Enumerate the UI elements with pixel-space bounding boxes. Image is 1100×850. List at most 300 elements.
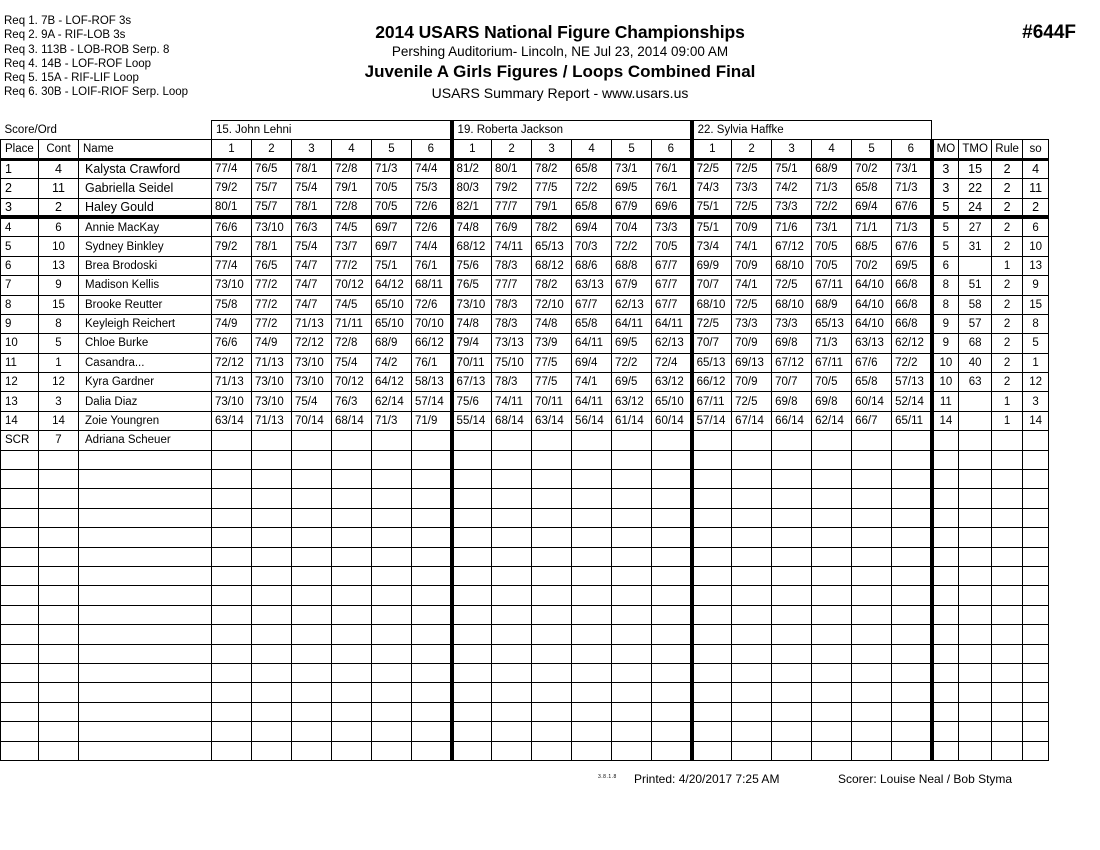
- row-score-j1-f6: 71/9: [412, 411, 452, 430]
- blank-cell: [812, 702, 852, 721]
- row-score-j3-f5: 70/2: [852, 159, 892, 178]
- blank-cell: [292, 508, 332, 527]
- row-place: 5: [1, 237, 39, 256]
- blank-cell: [1, 605, 39, 624]
- row-mo: 6: [932, 256, 959, 275]
- row-skater-name: Annie MacKay: [79, 217, 212, 236]
- blank-cell: [332, 586, 372, 605]
- row-score-j1-f2: 77/2: [252, 295, 292, 314]
- column-header-figure-1-1: 1: [212, 140, 252, 159]
- blank-cell: [652, 566, 692, 585]
- column-header-cont: Cont: [39, 140, 79, 159]
- row-score-j3-f6: 66/8: [892, 276, 932, 295]
- table-row[interactable]: [1, 411, 1049, 430]
- row-score-j1-f5: 69/7: [372, 237, 412, 256]
- blank-cell: [532, 508, 572, 527]
- row-score-j1-f6: 74/4: [412, 159, 452, 178]
- row-score-j1-f5: 75/1: [372, 256, 412, 275]
- blank-cell: [772, 722, 812, 741]
- column-header-name: Name: [79, 140, 212, 159]
- blank-cell: [812, 566, 852, 585]
- row-place: 8: [1, 295, 39, 314]
- blank-cell: [372, 605, 412, 624]
- blank-cell: [1023, 683, 1049, 702]
- blank-cell: [932, 663, 959, 682]
- judge-band-row: [1, 121, 1049, 140]
- blank-cell: [79, 508, 212, 527]
- blank-cell: [252, 683, 292, 702]
- row-score-j2-f4: 67/7: [572, 295, 612, 314]
- blank-cell: [812, 450, 852, 469]
- blank-cell: [1, 566, 39, 585]
- table-row-blank[interactable]: [1, 702, 1049, 721]
- blank-cell: [79, 528, 212, 547]
- row-score-j3-f6: 67/6: [892, 198, 932, 217]
- row-score-j1-f3: 76/3: [292, 217, 332, 236]
- blank-cell: [932, 702, 959, 721]
- blank-cell: [812, 722, 852, 741]
- blank-cell: [932, 489, 959, 508]
- blank-cell: [772, 489, 812, 508]
- row-score-j3-f1: 70/7: [692, 276, 732, 295]
- table-row-blank[interactable]: [1, 586, 1049, 605]
- row-score-j2-f5: 72/2: [612, 353, 652, 372]
- row-score-j1-f5: 74/2: [372, 353, 412, 372]
- row-score-j2-f3: 70/11: [532, 392, 572, 411]
- blank-cell: [612, 644, 652, 663]
- blank-cell: [852, 625, 892, 644]
- row-score-j1-f3: [292, 431, 332, 450]
- column-header-figure-2-1: 1: [452, 140, 492, 159]
- blank-cell: [372, 508, 412, 527]
- row-score-j3-f5: 65/8: [852, 179, 892, 198]
- row-score-j2-f5: [612, 431, 652, 450]
- row-contestant-number: 4: [39, 159, 79, 178]
- blank-cell: [39, 547, 79, 566]
- row-score-j3-f4: 62/14: [812, 411, 852, 430]
- table-row-blank[interactable]: [1, 683, 1049, 702]
- blank-cell: [692, 702, 732, 721]
- table-row-blank[interactable]: [1, 741, 1049, 760]
- blank-cell: [652, 741, 692, 760]
- row-score-j3-f1: 72/5: [692, 159, 732, 178]
- row-score-j1-f4: 76/3: [332, 392, 372, 411]
- row-score-j3-f2: 74/1: [732, 276, 772, 295]
- row-score-j1-f1: 75/8: [212, 295, 252, 314]
- row-score-j1-f3: 78/1: [292, 159, 332, 178]
- blank-cell: [79, 586, 212, 605]
- row-score-j1-f5: 68/9: [372, 334, 412, 353]
- row-score-j1-f2: 75/7: [252, 198, 292, 217]
- blank-cell: [572, 625, 612, 644]
- judge-header-3: 22. Sylvia Haffke: [692, 121, 932, 140]
- blank-cell: [732, 586, 772, 605]
- blank-cell: [1, 625, 39, 644]
- row-score-j1-f6: 57/14: [412, 392, 452, 411]
- row-score-j2-f4: 72/2: [572, 179, 612, 198]
- row-score-j1-f3: 72/12: [292, 334, 332, 353]
- blank-cell: [332, 450, 372, 469]
- row-score-j1-f4: 71/11: [332, 314, 372, 333]
- requirement-item: Req 6. 30B - LOIF-RIOF Serp. Loop: [4, 86, 189, 99]
- column-header-figure-3-2: 2: [732, 140, 772, 159]
- row-score-j1-f2: 78/1: [252, 237, 292, 256]
- row-so: 5: [1023, 334, 1049, 353]
- row-score-j3-f4: 70/5: [812, 237, 852, 256]
- blank-cell: [992, 722, 1023, 741]
- row-score-j3-f6: 62/12: [892, 334, 932, 353]
- blank-cell: [252, 722, 292, 741]
- blank-cell: [812, 547, 852, 566]
- column-header-figure-3-5: 5: [852, 140, 892, 159]
- blank-cell: [612, 566, 652, 585]
- table-row-blank[interactable]: [1, 489, 1049, 508]
- blank-cell: [692, 470, 732, 489]
- blank-cell: [532, 566, 572, 585]
- row-score-j2-f6: 62/13: [652, 334, 692, 353]
- row-score-j1-f4: 70/12: [332, 373, 372, 392]
- blank-cell: [412, 450, 452, 469]
- row-score-j3-f1: 70/7: [692, 334, 732, 353]
- column-header-figure-2-4: 4: [572, 140, 612, 159]
- row-score-j2-f1: 75/6: [452, 392, 492, 411]
- row-score-j2-f2: 78/3: [492, 373, 532, 392]
- row-score-j2-f5: 64/11: [612, 314, 652, 333]
- table-row[interactable]: [1, 392, 1049, 411]
- column-header-row: [1, 140, 1049, 159]
- blank-cell: [79, 741, 212, 760]
- table-row-blank[interactable]: [1, 644, 1049, 663]
- blank-cell: [652, 702, 692, 721]
- row-score-j2-f3: [532, 431, 572, 450]
- blank-cell: [212, 644, 252, 663]
- table-row[interactable]: [1, 256, 1049, 275]
- row-tmo: [959, 392, 992, 411]
- column-header-so: so: [1023, 140, 1049, 159]
- blank-cell: [612, 528, 652, 547]
- blank-cell: [892, 702, 932, 721]
- blank-cell: [1, 508, 39, 527]
- blank-cell: [492, 605, 532, 624]
- blank-cell: [412, 683, 452, 702]
- row-score-j2-f2: 77/7: [492, 198, 532, 217]
- blank-cell: [1023, 547, 1049, 566]
- blank-cell: [212, 489, 252, 508]
- table-row-blank[interactable]: [1, 722, 1049, 741]
- row-score-j3-f4: 68/9: [812, 159, 852, 178]
- blank-cell: [652, 508, 692, 527]
- blank-cell: [412, 741, 452, 760]
- row-score-j2-f5: 61/14: [612, 411, 652, 430]
- row-score-j3-f2: 70/9: [732, 217, 772, 236]
- blank-cell: [492, 470, 532, 489]
- blank-cell: [412, 644, 452, 663]
- blank-cell: [1023, 663, 1049, 682]
- table-row[interactable]: [1, 314, 1049, 333]
- row-rule: 2: [992, 373, 1023, 392]
- row-score-j1-f5: [372, 431, 412, 450]
- table-row-blank[interactable]: [1, 508, 1049, 527]
- row-score-j3-f6: 67/6: [892, 237, 932, 256]
- blank-cell: [452, 702, 492, 721]
- blank-cell: [612, 586, 652, 605]
- blank-cell: [992, 450, 1023, 469]
- blank-cell: [772, 663, 812, 682]
- row-place: 7: [1, 276, 39, 295]
- row-tmo: 68: [959, 334, 992, 353]
- column-header-figure-2-3: 3: [532, 140, 572, 159]
- blank-cell: [212, 702, 252, 721]
- blank-cell: [772, 547, 812, 566]
- table-row-blank[interactable]: [1, 625, 1049, 644]
- column-header-figure-3-3: 3: [772, 140, 812, 159]
- blank-cell: [492, 702, 532, 721]
- blank-cell: [892, 605, 932, 624]
- row-score-j3-f6: 66/8: [892, 314, 932, 333]
- blank-cell: [852, 470, 892, 489]
- row-skater-name: Chloe Burke: [79, 334, 212, 353]
- table-row-blank[interactable]: [1, 547, 1049, 566]
- row-score-j2-f5: 67/9: [612, 276, 652, 295]
- row-so: [1023, 431, 1049, 450]
- blank-cell: [212, 450, 252, 469]
- row-mo: 5: [932, 237, 959, 256]
- blank-cell: [612, 683, 652, 702]
- row-score-j1-f1: 76/6: [212, 217, 252, 236]
- row-score-j2-f4: 68/6: [572, 256, 612, 275]
- row-score-j3-f3: 69/8: [772, 334, 812, 353]
- row-score-j3-f2: 67/14: [732, 411, 772, 430]
- table-row-blank[interactable]: [1, 450, 1049, 469]
- blank-cell: [252, 508, 292, 527]
- row-score-j2-f6: 63/12: [652, 373, 692, 392]
- table-row[interactable]: [1, 431, 1049, 450]
- blank-cell: [852, 702, 892, 721]
- blank-cell: [1023, 489, 1049, 508]
- blank-cell: [252, 702, 292, 721]
- row-skater-name: Madison Kellis: [79, 276, 212, 295]
- row-score-j1-f3: 70/14: [292, 411, 332, 430]
- row-score-j3-f6: 65/11: [892, 411, 932, 430]
- row-score-j2-f3: 74/8: [532, 314, 572, 333]
- row-place: SCR: [1, 431, 39, 450]
- row-score-j1-f1: 73/10: [212, 276, 252, 295]
- row-score-j3-f2: 74/1: [732, 237, 772, 256]
- row-score-j1-f2: 77/2: [252, 276, 292, 295]
- row-place: 3: [1, 198, 39, 217]
- row-tmo: 51: [959, 276, 992, 295]
- blank-cell: [332, 470, 372, 489]
- row-score-j3-f6: 72/2: [892, 353, 932, 372]
- event-title: Juvenile A Girls Figures / Loops Combined Final: [364, 62, 756, 81]
- blank-cell: [892, 528, 932, 547]
- table-row[interactable]: [1, 373, 1049, 392]
- blank-cell: [932, 683, 959, 702]
- table-row[interactable]: [1, 334, 1049, 353]
- row-score-j3-f1: 73/4: [692, 237, 732, 256]
- blank-cell: [532, 702, 572, 721]
- blank-cell: [932, 450, 959, 469]
- blank-cell: [452, 586, 492, 605]
- blank-cell: [732, 625, 772, 644]
- blank-cell: [372, 586, 412, 605]
- row-score-j1-f2: 77/2: [252, 314, 292, 333]
- blank-cell: [452, 722, 492, 741]
- row-score-j2-f6: 69/6: [652, 198, 692, 217]
- blank-cell: [732, 528, 772, 547]
- row-score-j2-f4: 63/13: [572, 276, 612, 295]
- blank-cell: [212, 625, 252, 644]
- blank-cell: [612, 741, 652, 760]
- row-so: 11: [1023, 179, 1049, 198]
- blank-cell: [732, 663, 772, 682]
- blank-cell: [812, 644, 852, 663]
- blank-cell: [412, 722, 452, 741]
- row-tmo: [959, 431, 992, 450]
- row-score-j3-f4: 70/5: [812, 373, 852, 392]
- row-score-j3-f6: 71/3: [892, 179, 932, 198]
- table-row[interactable]: [1, 179, 1049, 198]
- column-header-figure-2-5: 5: [612, 140, 652, 159]
- blank-cell: [492, 722, 532, 741]
- blank-cell: [532, 489, 572, 508]
- row-score-j2-f2: 76/9: [492, 217, 532, 236]
- row-score-j2-f6: 76/1: [652, 159, 692, 178]
- blank-cell: [992, 644, 1023, 663]
- table-row[interactable]: [1, 276, 1049, 295]
- row-score-j2-f6: 67/7: [652, 256, 692, 275]
- blank-cell: [372, 702, 412, 721]
- row-score-j2-f1: 68/12: [452, 237, 492, 256]
- table-row[interactable]: [1, 159, 1049, 178]
- row-mo: 10: [932, 373, 959, 392]
- blank-cell: [892, 625, 932, 644]
- row-score-j2-f3: 78/2: [532, 217, 572, 236]
- row-score-j2-f3: 79/1: [532, 198, 572, 217]
- row-score-j1-f5: 70/5: [372, 179, 412, 198]
- row-score-j1-f6: 66/12: [412, 334, 452, 353]
- blank-cell: [812, 508, 852, 527]
- blank-cell: [79, 605, 212, 624]
- row-tmo: 40: [959, 353, 992, 372]
- row-score-j3-f3: 67/12: [772, 353, 812, 372]
- row-rule: 2: [992, 237, 1023, 256]
- blank-cell: [959, 586, 992, 605]
- row-score-j2-f5: 68/8: [612, 256, 652, 275]
- table-row-blank[interactable]: [1, 663, 1049, 682]
- table-row-blank[interactable]: [1, 605, 1049, 624]
- blank-cell: [692, 586, 732, 605]
- blank-cell: [612, 450, 652, 469]
- row-so: 14: [1023, 411, 1049, 430]
- table-row[interactable]: [1, 237, 1049, 256]
- row-mo: 5: [932, 217, 959, 236]
- row-score-j1-f5: 71/3: [372, 411, 412, 430]
- blank-cell: [992, 683, 1023, 702]
- blank-cell: [652, 489, 692, 508]
- row-score-j2-f3: 77/5: [532, 373, 572, 392]
- blank-cell: [959, 663, 992, 682]
- table-row-blank[interactable]: [1, 470, 1049, 489]
- table-row-blank[interactable]: [1, 566, 1049, 585]
- blank-cell: [932, 741, 959, 760]
- blank-cell: [1, 547, 39, 566]
- blank-cell: [992, 547, 1023, 566]
- table-row-blank[interactable]: [1, 528, 1049, 547]
- blank-cell: [772, 470, 812, 489]
- row-skater-name: Sydney Binkley: [79, 237, 212, 256]
- row-score-j2-f6: 76/1: [652, 179, 692, 198]
- column-header-figure-1-6: 6: [412, 140, 452, 159]
- row-contestant-number: 3: [39, 392, 79, 411]
- blank-cell: [412, 470, 452, 489]
- column-header-figure-1-3: 3: [292, 140, 332, 159]
- blank-cell: [212, 663, 252, 682]
- table-row[interactable]: [1, 295, 1049, 314]
- row-score-j1-f6: 76/1: [412, 256, 452, 275]
- row-score-j1-f2: 76/5: [252, 256, 292, 275]
- row-so: 8: [1023, 314, 1049, 333]
- blank-cell: [412, 547, 452, 566]
- row-score-j3-f1: 74/3: [692, 179, 732, 198]
- blank-cell: [852, 450, 892, 469]
- row-score-j1-f3: 78/1: [292, 198, 332, 217]
- blank-cell: [492, 586, 532, 605]
- row-rule: 2: [992, 334, 1023, 353]
- column-header-figure-3-1: 1: [692, 140, 732, 159]
- table-row[interactable]: [1, 198, 1049, 217]
- blank-cell: [212, 683, 252, 702]
- row-score-j2-f2: 77/7: [492, 276, 532, 295]
- blank-cell: [1, 702, 39, 721]
- row-score-j1-f1: 72/12: [212, 353, 252, 372]
- blank-cell: [692, 508, 732, 527]
- row-score-j3-f1: 57/14: [692, 411, 732, 430]
- row-score-j2-f2: 74/11: [492, 392, 532, 411]
- blank-cell: [652, 644, 692, 663]
- row-score-j2-f2: 78/3: [492, 295, 532, 314]
- table-row[interactable]: [1, 217, 1049, 236]
- row-contestant-number: 11: [39, 179, 79, 198]
- row-skater-name: Brea Brodoski: [79, 256, 212, 275]
- row-score-j1-f2: 71/13: [252, 411, 292, 430]
- blank-cell: [79, 625, 212, 644]
- row-mo: 14: [932, 411, 959, 430]
- blank-cell: [372, 450, 412, 469]
- blank-cell: [692, 625, 732, 644]
- row-score-j1-f1: 77/4: [212, 256, 252, 275]
- blank-cell: [959, 450, 992, 469]
- blank-cell: [332, 702, 372, 721]
- blank-cell: [992, 625, 1023, 644]
- row-score-j1-f6: [412, 431, 452, 450]
- row-rule: 2: [992, 179, 1023, 198]
- blank-cell: [79, 547, 212, 566]
- column-header-figure-2-6: 6: [652, 140, 692, 159]
- blank-cell: [292, 702, 332, 721]
- row-score-j1-f1: 71/13: [212, 373, 252, 392]
- blank-cell: [452, 528, 492, 547]
- table-row[interactable]: [1, 353, 1049, 372]
- row-score-j1-f1: 80/1: [212, 198, 252, 217]
- blank-cell: [452, 625, 492, 644]
- blank-cell: [652, 450, 692, 469]
- blank-cell: [852, 741, 892, 760]
- row-score-j1-f5: 62/14: [372, 392, 412, 411]
- row-score-j3-f1: 72/5: [692, 314, 732, 333]
- blank-cell: [1, 450, 39, 469]
- row-score-j1-f1: [212, 431, 252, 450]
